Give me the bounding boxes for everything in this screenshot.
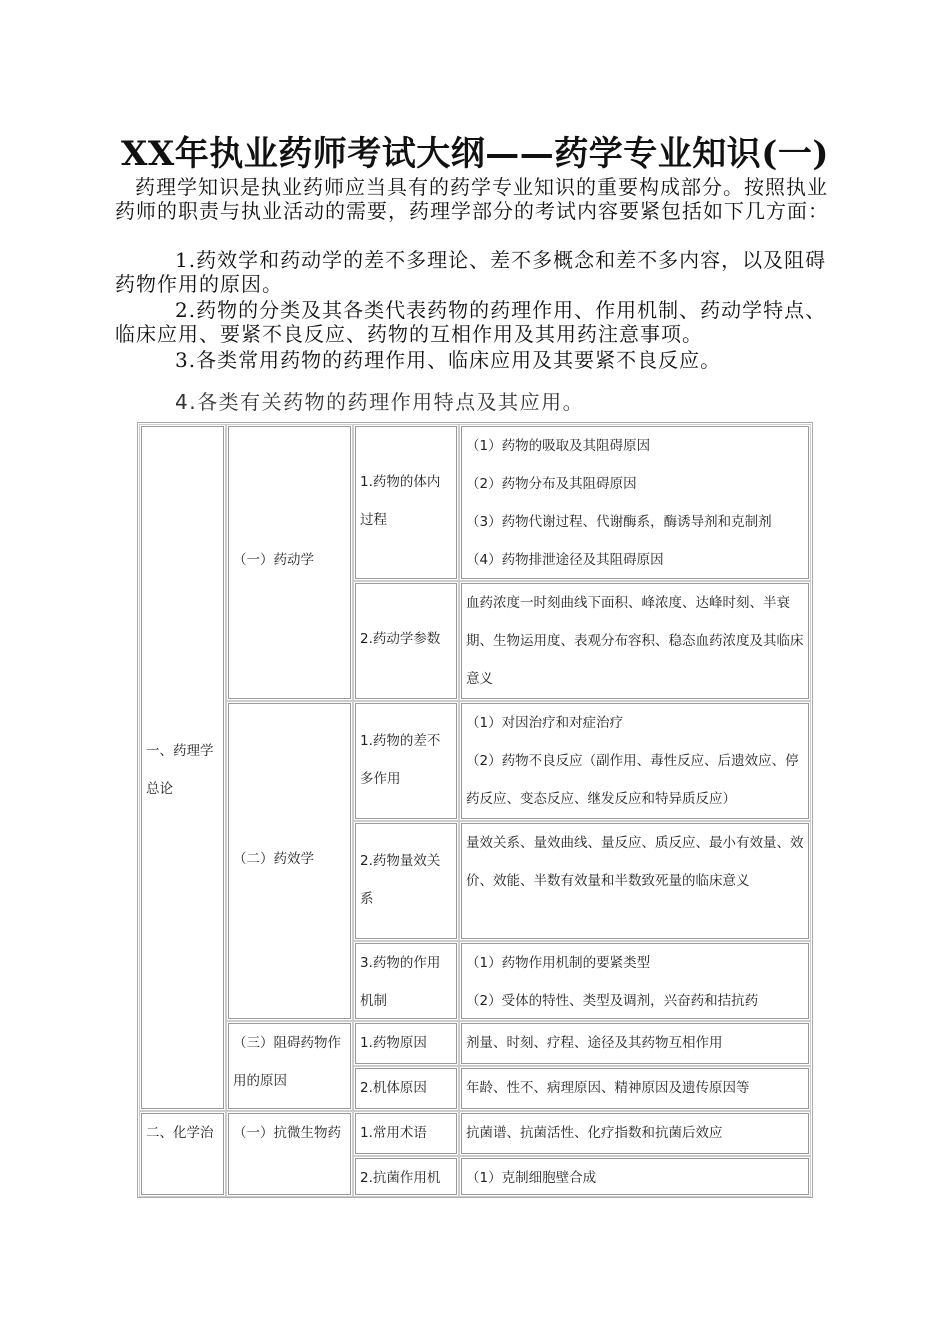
section-label: 二、化学治 bbox=[146, 1125, 214, 1141]
outline-item-3: 3.各类常用药物的药理作用、临床应用及其要紧不良反应。 bbox=[175, 348, 722, 372]
table-cell-detail bbox=[461, 1113, 809, 1154]
table-cell-chapter bbox=[228, 1113, 351, 1195]
detail-line: （4）药物排泄途径及其阻碍原因 bbox=[466, 552, 664, 568]
detail-line: （1）对因治疗和对症治疗 bbox=[466, 715, 624, 731]
outline-item-2: 2.药物的分类及其各类代表药物的药理作用、作用机制、药动学特点、临床应用、要紧不良反应、药物的互相作用及其用药注意事项。 bbox=[115, 298, 827, 346]
chapter-label: （一）药动学 bbox=[233, 552, 314, 568]
table-cell-detail bbox=[461, 1023, 809, 1064]
document-title: XX年执业药师考试大纲——药学专业知识(一) bbox=[121, 134, 829, 174]
table-cell-detail bbox=[461, 1068, 809, 1109]
detail-text: 血药浓度一时刻曲线下面积、峰浓度、达峰时刻、半衰期、生物运用度、表观分布容积、稳态血药浓度及其临床意义 bbox=[466, 595, 804, 687]
table-cell-topic bbox=[355, 426, 457, 579]
outline-item-1: 1.药效学和药动学的差不多理论、差不多概念和差不多内容，以及阻碍药物作用的原因。 bbox=[115, 248, 827, 296]
table-cell-topic bbox=[355, 1158, 457, 1195]
detail-line: （2）药物分布及其阻碍原因 bbox=[466, 476, 637, 492]
table-cell-detail bbox=[461, 823, 809, 939]
table-cell-topic bbox=[355, 1068, 457, 1109]
table-cell-topic bbox=[355, 583, 457, 699]
detail-text: 抗菌谱、抗菌活性、化疗指数和抗菌后效应 bbox=[466, 1125, 723, 1141]
detail-line: （2）受体的特性、类型及调剂，兴奋药和拮抗药 bbox=[466, 993, 759, 1009]
topic-label: 1.药物的差不多作用 bbox=[360, 733, 441, 787]
table-cell-topic bbox=[355, 823, 457, 939]
table-cell-detail bbox=[461, 1158, 809, 1195]
table-cell-section bbox=[141, 426, 224, 1109]
outline-item-4: 4.各类有关药物的药理作用特点及其应用。 bbox=[175, 390, 585, 414]
chapter-label: （三）阻碍药物作用的原因 bbox=[233, 1035, 341, 1089]
table-cell-chapter bbox=[228, 703, 351, 1019]
topic-label: 2.药动学参数 bbox=[360, 631, 441, 647]
table-cell-topic bbox=[355, 703, 457, 819]
detail-line: （1）药物作用机制的要紧类型 bbox=[466, 955, 651, 971]
detail-text: （1）克制细胞壁合成 bbox=[466, 1170, 597, 1186]
topic-label: 2.抗菌作用机 bbox=[360, 1170, 441, 1186]
chapter-label: （一）抗微生物药 bbox=[233, 1125, 341, 1141]
table-cell-topic bbox=[355, 1113, 457, 1154]
detail-line: （3）药物代谢过程、代谢酶系，酶诱导剂和克制剂 bbox=[466, 514, 772, 530]
section-label: 一、药理学总论 bbox=[146, 743, 214, 797]
detail-text: 剂量、时刻、疗程、途径及其药物互相作用 bbox=[466, 1035, 723, 1051]
table-cell-detail bbox=[461, 426, 809, 579]
table-cell-chapter bbox=[228, 426, 351, 699]
topic-label: 1.常用术语 bbox=[360, 1125, 427, 1141]
table-cell-detail bbox=[461, 943, 809, 1019]
table-cell-topic bbox=[355, 943, 457, 1019]
table-cell-detail bbox=[461, 703, 809, 819]
topic-label: 2.机体原因 bbox=[360, 1080, 427, 1096]
table-cell-topic bbox=[355, 1023, 457, 1064]
table-cell-detail bbox=[461, 583, 809, 699]
chapter-label: （二）药效学 bbox=[233, 851, 314, 867]
topic-label: 1.药物原因 bbox=[360, 1035, 427, 1051]
detail-text: 量效关系、量效曲线、量反应、质反应、最小有效量、效价、效能、半数有效量和半数致死量的临床意义 bbox=[466, 835, 804, 889]
detail-line: （1）药物的吸取及其阻碍原因 bbox=[466, 438, 651, 454]
detail-text: 年龄、性不、病理原因、精神原因及遗传原因等 bbox=[466, 1080, 750, 1096]
table-cell-section bbox=[141, 1113, 224, 1195]
intro-paragraph: 药理学知识是执业药师应当具有的药学专业知识的重要构成部分。按照执业药师的职责与执业活动的需要，药理学部分的考试内容要紧包括如下几方面： bbox=[115, 175, 829, 223]
table-cell-chapter bbox=[228, 1023, 351, 1109]
topic-label: 2.药物量效关系 bbox=[360, 853, 441, 907]
topic-label: 1.药物的体内过程 bbox=[360, 474, 441, 528]
topic-label: 3.药物的作用机制 bbox=[360, 955, 441, 1009]
detail-line: （2）药物不良反应（副作用、毒性反应、后遗效应、停药反应、变态反应、继发反应和特异质反应） bbox=[466, 753, 799, 807]
